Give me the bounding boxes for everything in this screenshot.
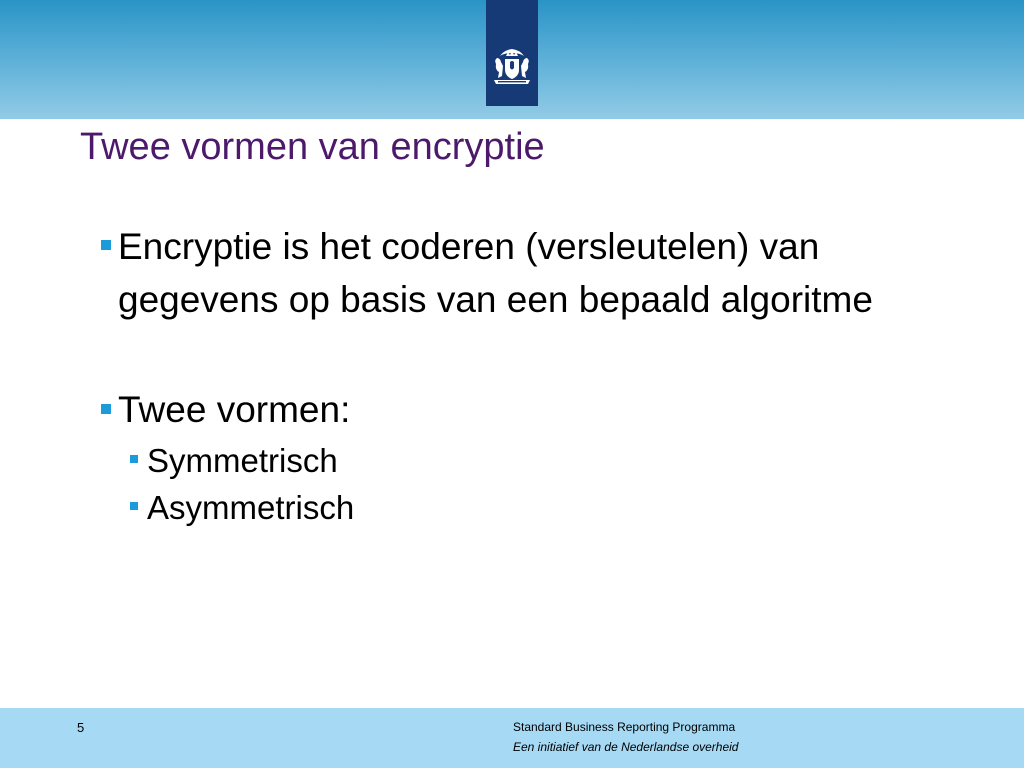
sub-bullet-item-1: Symmetrisch	[147, 442, 338, 479]
bullet-item-2: Twee vormen:	[118, 389, 351, 430]
page-number: 5	[77, 720, 85, 735]
sub-bullet-marker-icon	[130, 455, 138, 463]
bullet-marker-icon	[101, 240, 111, 250]
footer-tagline: Een initiatief van de Nederlandse overheid	[513, 740, 739, 754]
sub-bullet-item-2: Asymmetrisch	[147, 489, 355, 526]
bullet-item-1: Encryptie is het coderen (versleutelen) van gegevens op basis van een bepaald algoritme	[118, 226, 873, 320]
sub-bullet-marker-icon	[130, 502, 138, 510]
slide-title: Twee vormen van encryptie	[80, 126, 545, 168]
bullet-marker-icon	[101, 404, 111, 414]
footer-band	[0, 708, 1024, 768]
footer-program-name: Standard Business Reporting Programma	[513, 720, 736, 734]
